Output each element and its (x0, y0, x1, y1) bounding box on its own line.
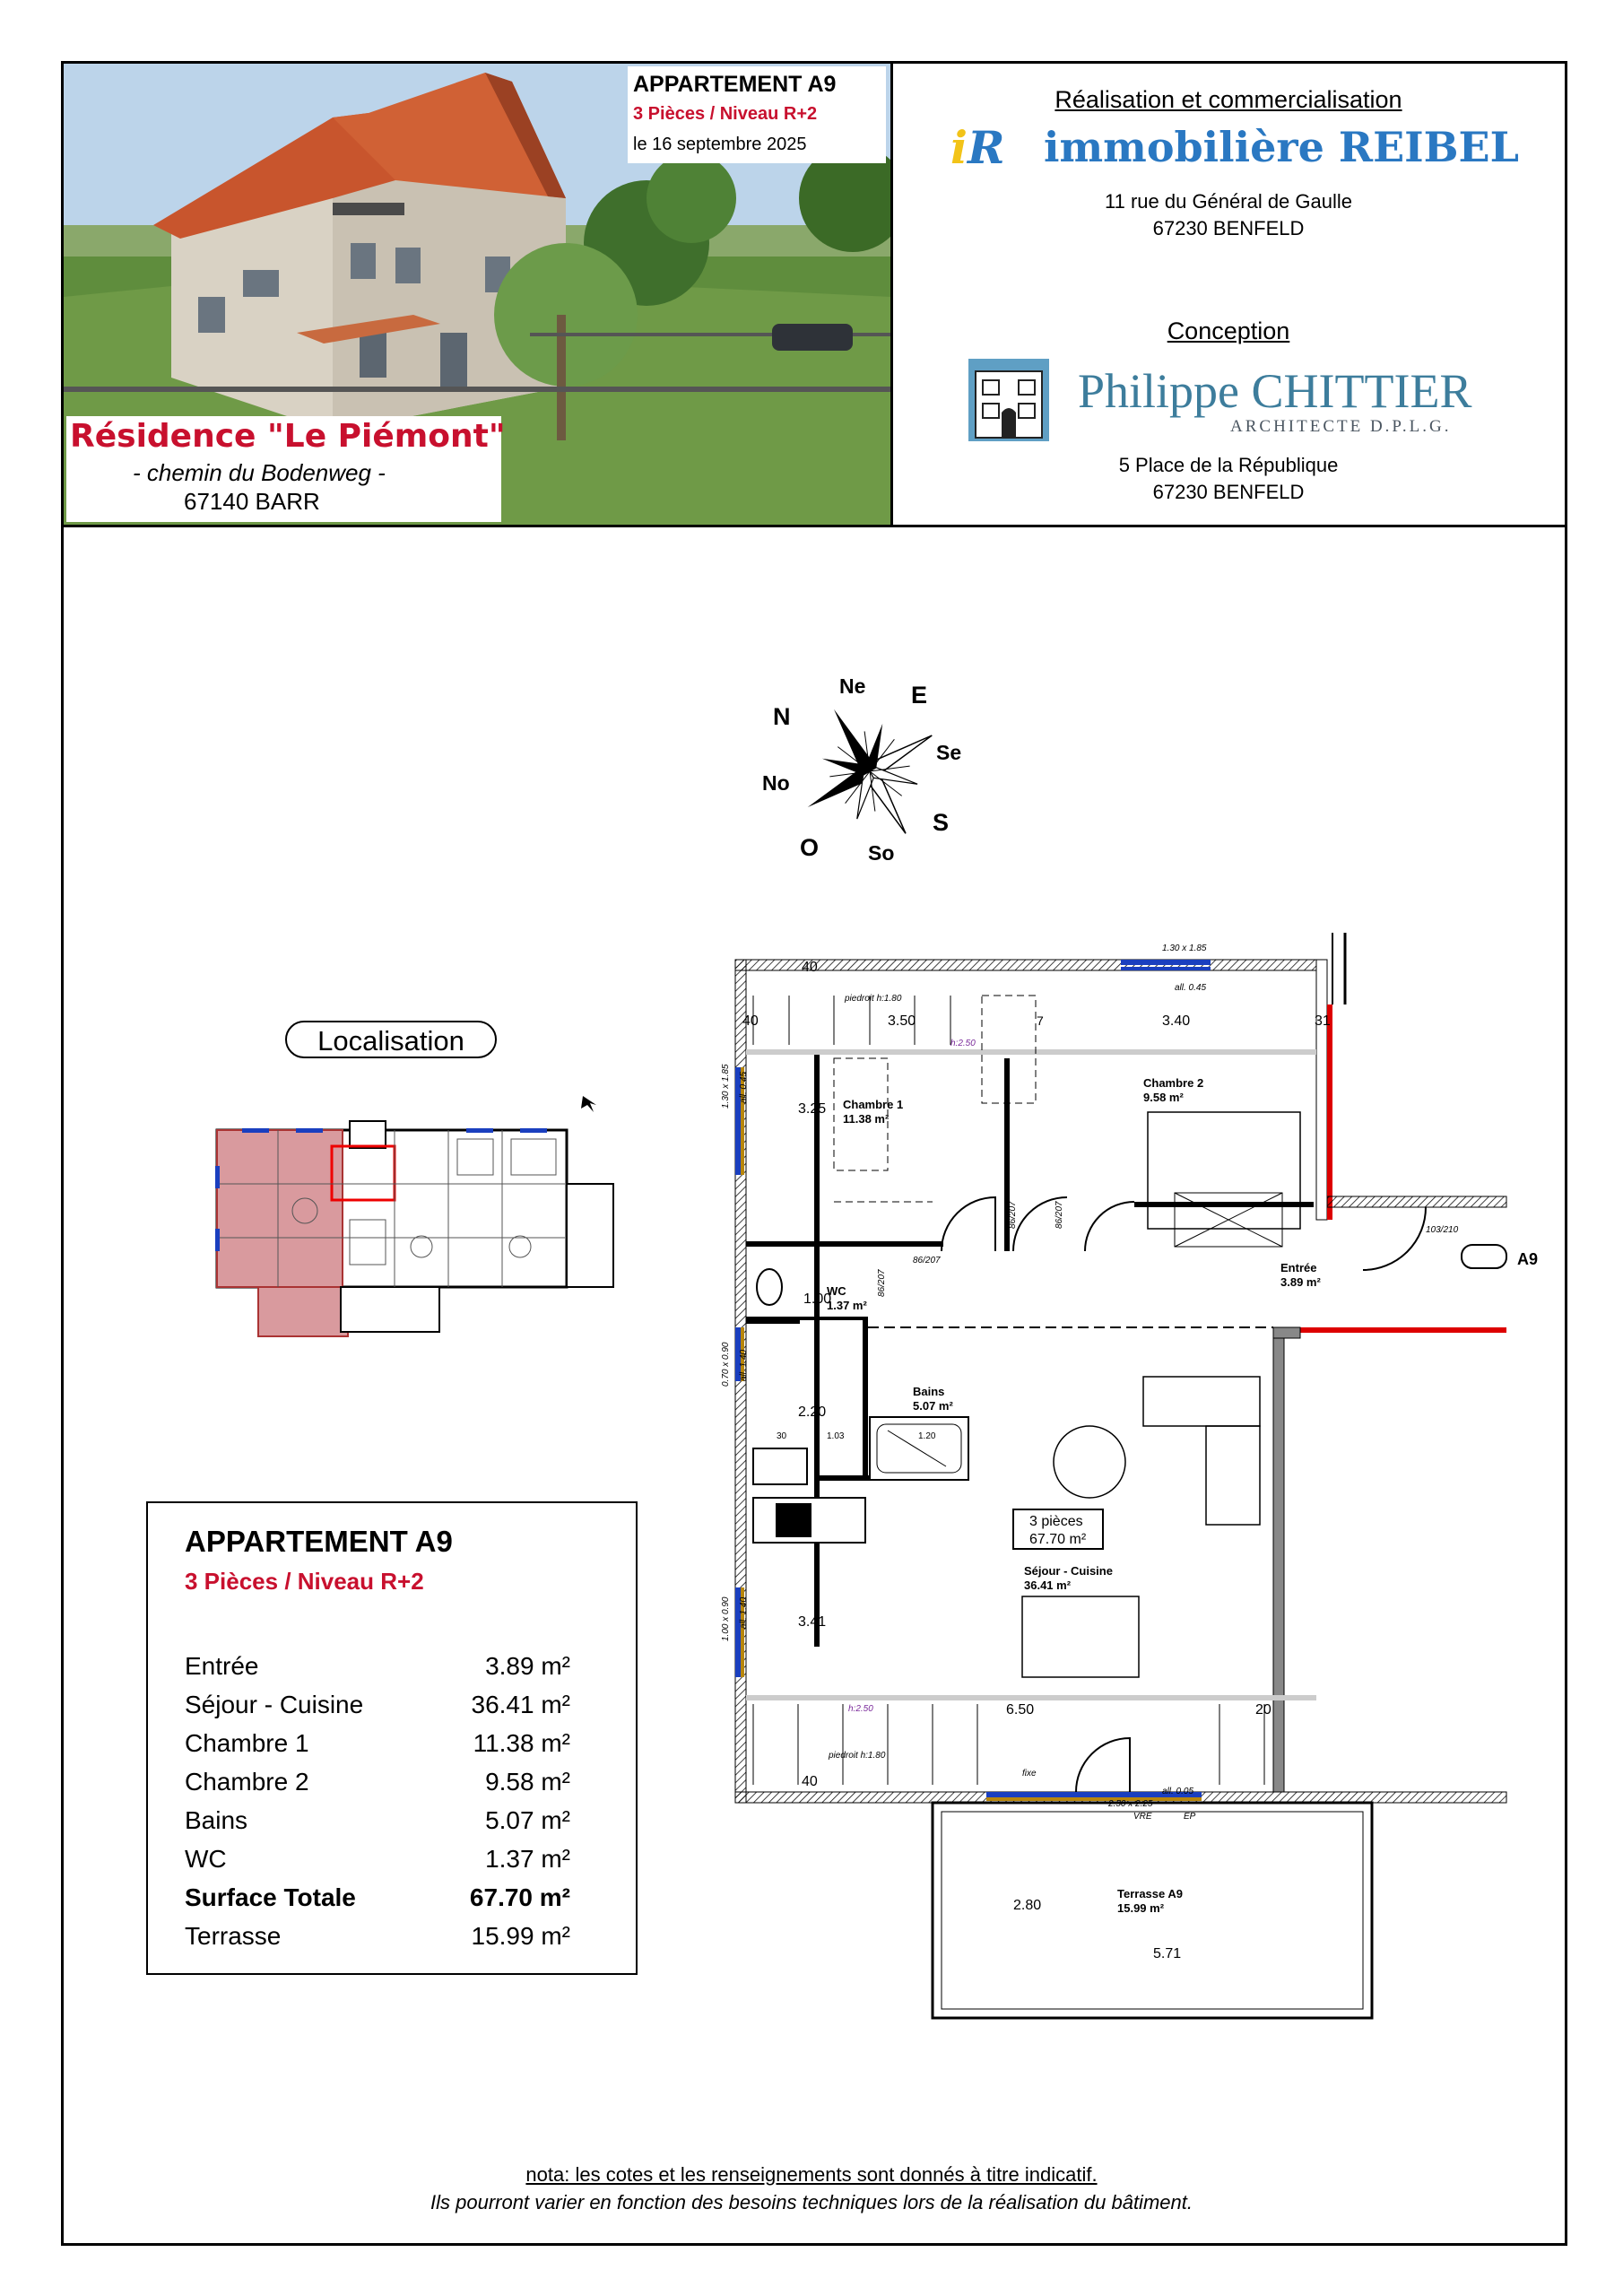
dim-label: 20 (1255, 1702, 1271, 1718)
window-note: h:2.50 (950, 1039, 976, 1048)
summary-row-label: Bains (185, 1806, 248, 1834)
promoter-address-2: 67230 BENFELD (1152, 217, 1305, 239)
door-note: 86/207 (877, 1269, 887, 1297)
window-note: 1.30 x 1.85 (1162, 944, 1207, 953)
apt-box-line2: 67.70 m² (1029, 1532, 1087, 1547)
compass-label-ne: Ne (839, 674, 866, 698)
header-divider (890, 61, 893, 527)
architect-house-logo (968, 359, 1049, 446)
dim-label: 3.50 (888, 1013, 916, 1029)
door-note: 103/210 (1426, 1225, 1459, 1235)
dim-label: 40 (802, 960, 818, 975)
floor-plan (717, 933, 1524, 2031)
dim-label: 40 (742, 1013, 759, 1029)
dim-label: 1.20 (918, 1431, 936, 1441)
window-note: fixe (1022, 1769, 1037, 1779)
footer-note-1: nota: les cotes et les renseignements sont donnés à titre indicatif. (525, 2163, 1098, 2186)
window-note: VRE (1133, 1812, 1152, 1822)
dim-label: 3.40 (1162, 1013, 1191, 1029)
summary-row-label: Entrée (185, 1652, 259, 1680)
summary-row-value: 36.41 m² (471, 1691, 570, 1718)
promoter-address-1: 11 rue du Général de Gaulle (1105, 190, 1352, 213)
room-bains-name: Bains (913, 1385, 945, 1398)
localisation-label: Localisation (285, 1021, 497, 1058)
architect-address-2: 67230 BENFELD (1152, 481, 1305, 503)
apartment-pieces-level: 3 Pièces / Niveau R+2 (633, 104, 818, 124)
door-note: 86/207 (913, 1256, 941, 1265)
summary-row-value: 3.89 m² (485, 1652, 570, 1680)
summary-row-label: Chambre 1 (185, 1729, 309, 1757)
window-note: EP (1184, 1812, 1196, 1822)
dim-label: 1.03 (827, 1431, 845, 1441)
window-note: piedroit h:1.80 (845, 994, 902, 1004)
window-note: 0.70 x 0.90 (721, 1342, 731, 1387)
apartment-tag: A9 (1517, 1250, 1539, 1268)
summary-row-label: WC (185, 1845, 227, 1873)
room-chambre1-area: 11.38 m² (843, 1112, 890, 1126)
room-wc-area: 1.37 m² (827, 1299, 867, 1312)
window-note: all. 0.45 (1175, 983, 1207, 993)
apt-box-line1: 3 pièces (1029, 1514, 1083, 1529)
dim-label: 31 (1315, 1013, 1331, 1029)
document-date: le 16 septembre 2025 (633, 135, 807, 154)
dim-label: 30 (777, 1431, 787, 1441)
dim-label: 5.71 (1153, 1946, 1182, 1961)
window-note: 1.30 x 1.85 (721, 1064, 731, 1109)
compass-label-se: Se (936, 741, 962, 764)
dim-label: 3.41 (798, 1614, 827, 1630)
room-terrasse-name: Terrasse A9 (1117, 1887, 1183, 1900)
door-note: 86/207 (1055, 1201, 1064, 1229)
architect-heading: Conception (1167, 317, 1290, 344)
room-terrasse-area: 15.99 m² (1117, 1901, 1165, 1915)
door-note: 86/207 (1008, 1201, 1018, 1229)
room-chambre2-name: Chambre 2 (1143, 1076, 1204, 1090)
room-bains-area: 5.07 m² (913, 1399, 953, 1413)
summary-row-label: Terrasse (185, 1922, 282, 1950)
architect-address-1: 5 Place de la République (1118, 454, 1339, 476)
window-note: 2.50 x 2.25 (1108, 1799, 1153, 1809)
dim-label: 3.25 (798, 1101, 827, 1117)
localisation-mini-plan (215, 1085, 628, 1359)
room-chambre1-name: Chambre 1 (843, 1098, 904, 1111)
window-note: piedroit h:1.80 (829, 1751, 886, 1761)
summary-row-label: Chambre 2 (185, 1768, 309, 1796)
room-entree-name: Entrée (1280, 1261, 1317, 1274)
dim-label: 6.50 (1006, 1702, 1035, 1718)
promoter-logo: iR (950, 121, 1005, 174)
summary-total-label: Surface Totale (185, 1883, 356, 1911)
footer-note-2: Ils pourront varier en fonction des besoins techniques lors de la réalisation du bâtiment. (430, 2191, 1193, 2213)
dim-label: 40 (802, 1774, 818, 1789)
room-sejour-name: Séjour - Cuisine (1024, 1564, 1113, 1578)
dim-label: 2.20 (798, 1405, 827, 1420)
architect-logo-sub: ARCHITECTE D.P.L.G. (1230, 417, 1452, 436)
window-note: all. 0.45 (739, 1071, 749, 1103)
summary-row-value: 11.38 m² (473, 1729, 570, 1757)
compass-label-no: No (762, 771, 790, 795)
apartment-title: APPARTEMENT A9 (633, 72, 837, 97)
compass-label-o: O (800, 834, 820, 861)
residence-name: Résidence "Le Piémont" (70, 418, 506, 455)
window-note: all. 0.05 (1162, 1787, 1194, 1796)
promoter-logo-text: immobilière REIBEL (1044, 123, 1519, 171)
window-note: h:2.50 (848, 1704, 873, 1714)
summary-subtitle: 3 Pièces / Niveau R+2 (185, 1568, 424, 1595)
summary-row-value: 9.58 m² (485, 1768, 570, 1796)
summary-title: APPARTEMENT A9 (185, 1525, 453, 1558)
summary-total-value: 67.70 m² (469, 1883, 570, 1911)
window-note: 1.00 x 0.90 (721, 1596, 731, 1641)
room-sejour-area: 36.41 m² (1024, 1578, 1072, 1592)
residence-street: - chemin du Bodenweg - (133, 459, 386, 486)
compass-label-s: S (933, 809, 950, 836)
compass-label-e: E (911, 682, 928, 709)
dim-label: 2.80 (1013, 1898, 1042, 1913)
dim-label: 1.00 (803, 1292, 832, 1307)
compass-label-so: So (868, 841, 895, 865)
room-wc-name: WC (827, 1284, 846, 1298)
room-chambre2-area: 9.58 m² (1143, 1091, 1184, 1104)
summary-row-value: 15.99 m² (471, 1922, 570, 1950)
residence-city: 67140 BARR (184, 488, 320, 515)
window-note: all. 1.40 (739, 1596, 749, 1629)
room-entree-area: 3.89 m² (1280, 1275, 1321, 1289)
promoter-heading: Réalisation et commercialisation (1055, 86, 1402, 113)
summary-row-value: 1.37 m² (485, 1845, 570, 1873)
summary-row-label: Séjour - Cuisine (185, 1691, 364, 1718)
dim-label: 7 (1037, 1013, 1044, 1028)
summary-row-value: 5.07 m² (485, 1806, 570, 1834)
architect-logo-name: Philippe CHITTIER (1078, 364, 1472, 418)
window-note: all. 1.40 (739, 1349, 749, 1381)
compass-label-n: N (773, 703, 791, 730)
